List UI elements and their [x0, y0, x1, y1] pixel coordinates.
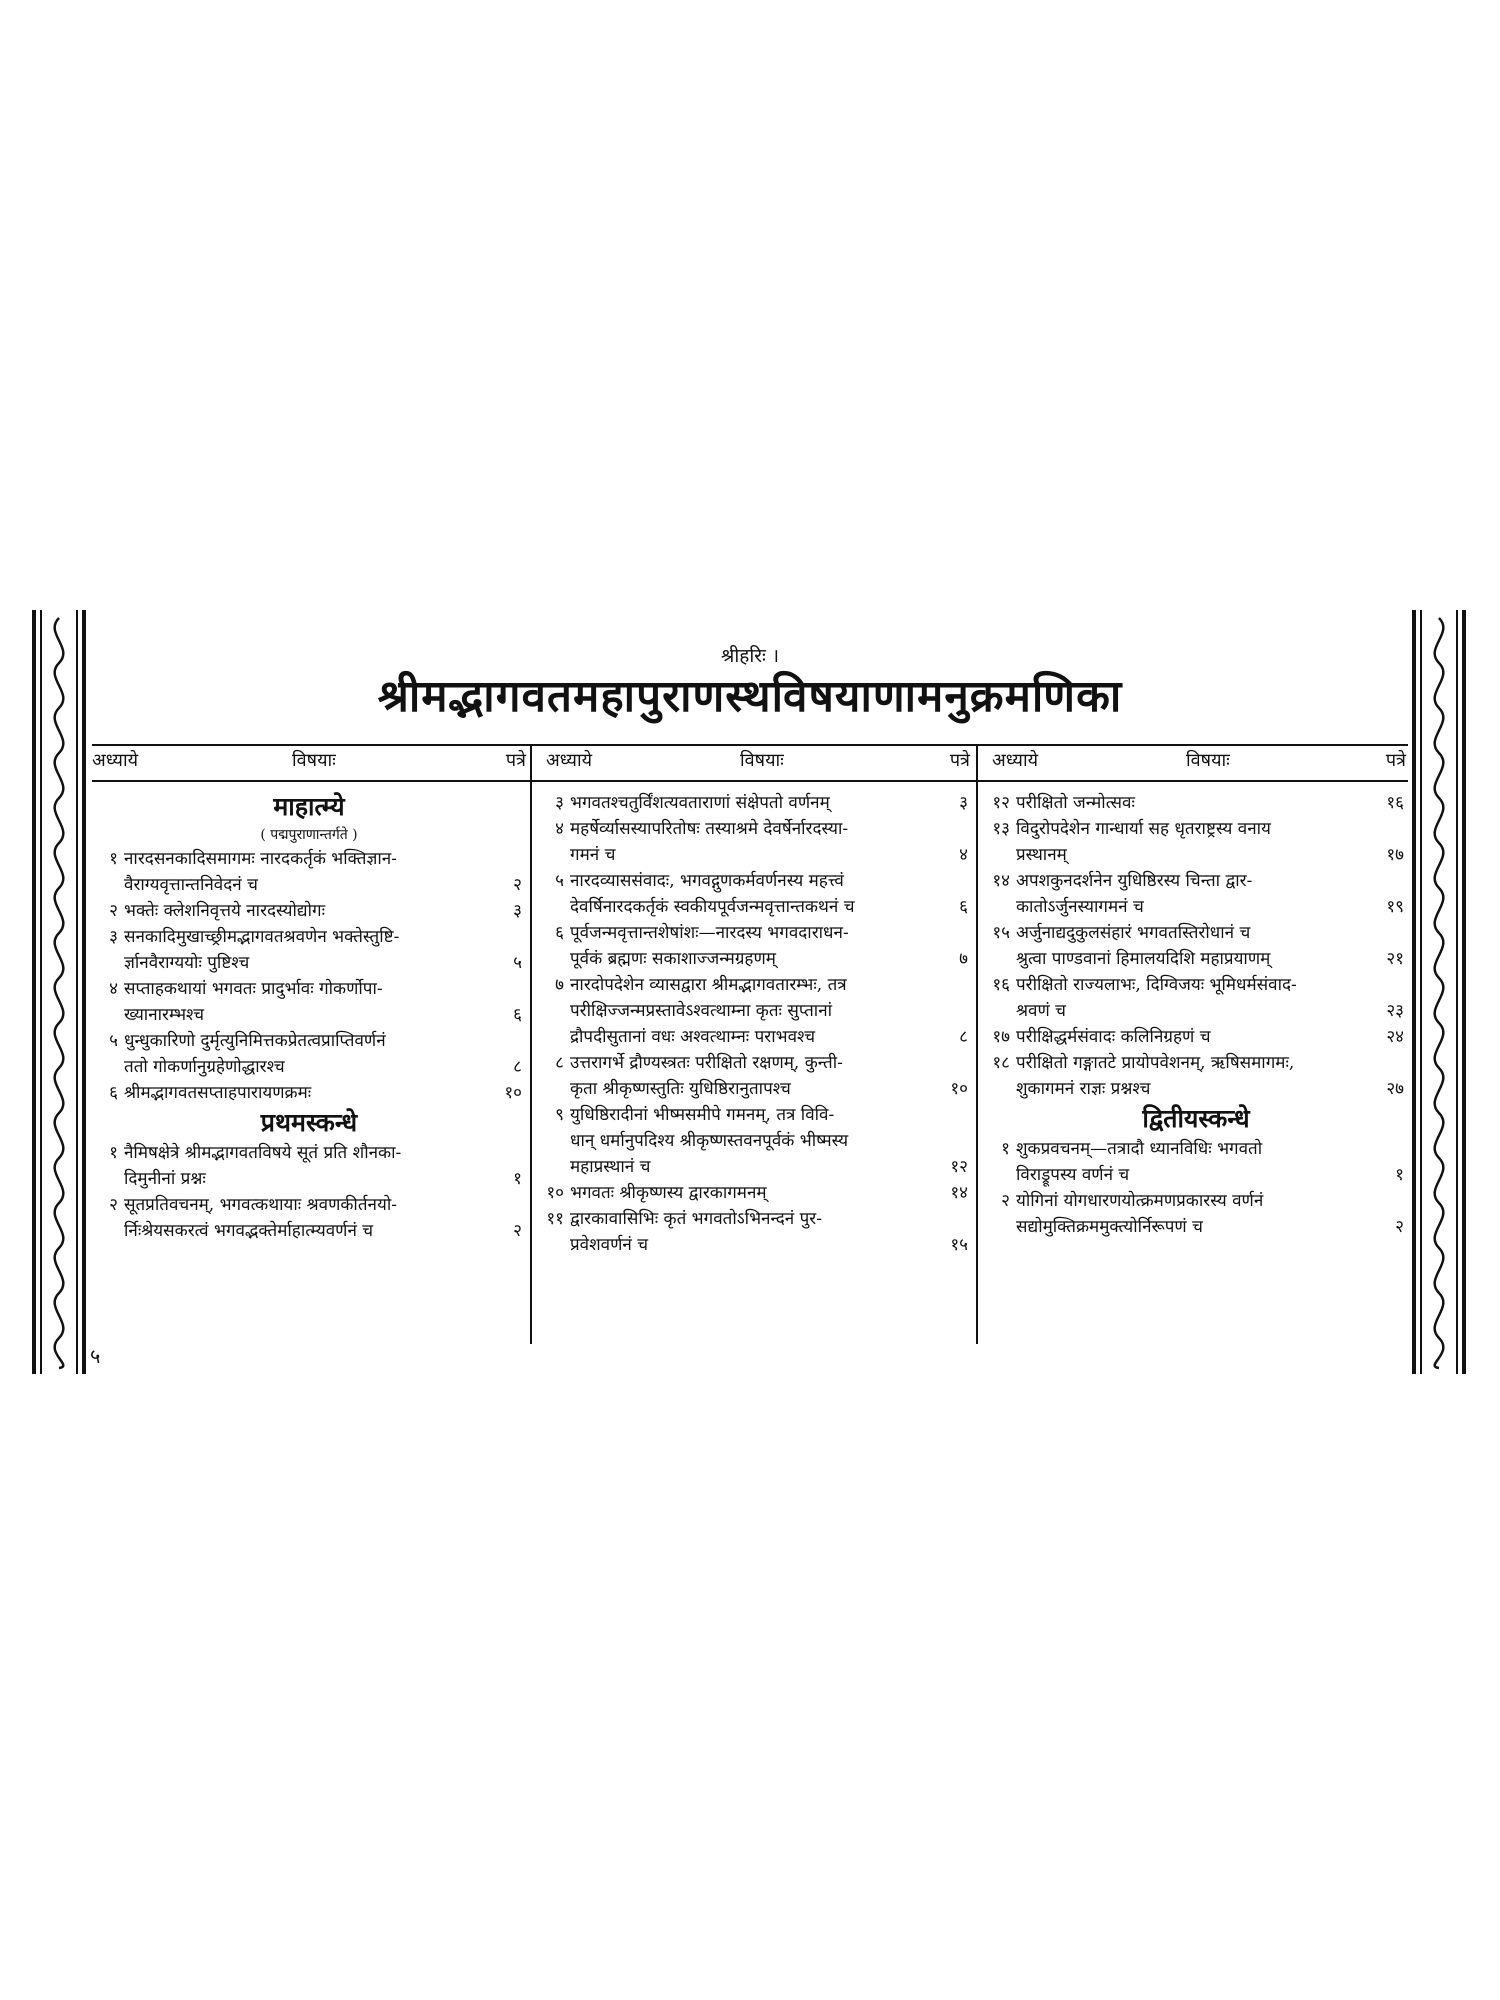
page-ref: १	[1395, 1165, 1404, 1185]
toc-entry	[542, 920, 968, 972]
entry-line	[96, 1028, 522, 1054]
toc-entry	[542, 868, 968, 920]
toc-entry	[988, 816, 1404, 868]
entry-text: उत्तरागर्भे द्रौण्यस्त्रतः परीक्षितो रक्षणम्, कुन्ती-	[570, 1053, 843, 1073]
page-ref: ६	[959, 897, 968, 917]
column-header-3	[986, 748, 1408, 778]
chapter-number: ४	[109, 979, 118, 999]
section-heading: प्रथमस्कन्धे	[260, 1108, 358, 1137]
toc-entry	[96, 1080, 522, 1106]
page-ref: ३	[959, 793, 968, 813]
header-page: पत्रे	[949, 750, 970, 771]
chapter-number: १६	[992, 975, 1010, 995]
toc-entry	[96, 898, 522, 924]
entry-line	[96, 924, 522, 950]
header-rule-top	[92, 744, 1408, 746]
chapter-number: ५	[555, 871, 564, 891]
chapter-number: ६	[555, 923, 564, 943]
entry-line	[96, 846, 522, 872]
entry-text: भक्तेः क्लेशनिवृत्तये नारदस्योद्योगः	[124, 901, 326, 921]
entry-text: भगवतश्चतुर्विंशत्यवताराणां संक्षेपतो वर्णनम्	[570, 793, 830, 813]
entry-text: भगवतः श्रीकृष्णस्य द्वारकागमनम्	[570, 1183, 767, 1203]
entry-text-continued: पूर्वकं ब्रह्मणः सकाशाज्जन्मग्रहणम्	[570, 949, 776, 969]
entry-text-continued: प्रवेशवर्णनं च	[570, 1235, 649, 1255]
toc-entry	[542, 1102, 968, 1180]
chapter-number: ३	[555, 793, 564, 813]
entry-text: सनकादिमुखाच्छ्रीमद्भागवतश्रवणेन भक्तेस्तुष्टि-	[124, 927, 400, 947]
toc-entry	[988, 1050, 1404, 1102]
column-divider	[530, 744, 532, 1344]
page-ref: १०	[504, 1083, 522, 1103]
section-heading: माहात्म्ये	[273, 792, 345, 821]
toc-entry	[542, 1180, 968, 1206]
entry-text-continued: र्निःश्रेयसकरत्वं भगवद्भक्तेर्माहात्म्यवर्णनं च	[124, 1221, 374, 1241]
entry-text-continued: ततो गोकर्णानुग्रहेणोद्धारश्च	[124, 1057, 285, 1077]
entry-line	[542, 1180, 968, 1206]
entry-text-continued: श्रुत्वा पाण्डवानां हिमालयदिशि महाप्रयाणम्	[1016, 949, 1271, 969]
entry-text: नारदसनकादिसमागमः नारदकर्तृकं भक्तिज्ञान-	[124, 849, 397, 869]
chapter-number: १	[109, 849, 118, 869]
header-chapter: अध्याये	[992, 750, 1039, 771]
page-ref: १६	[1386, 793, 1404, 813]
column-header-1	[92, 748, 528, 778]
page-ref: ८	[959, 1027, 968, 1047]
entry-text: शुकप्रवचनम्—तत्रादौ ध्यानविधिः भगवतो	[1016, 1139, 1263, 1159]
entry-text: विदुरोपदेशेन गान्धार्या सह धृतराष्ट्रस्य वनाय	[1016, 819, 1271, 839]
page-ref: १४	[950, 1183, 968, 1203]
toc-entry	[96, 1140, 522, 1192]
entry-text: नारदोपदेशेन व्यासद्वारा श्रीमद्भागवतारम्भः, तत्र	[570, 975, 847, 995]
page-ref: २३	[1386, 1001, 1404, 1021]
header-invocation: श्रीहरिः ।	[720, 645, 780, 667]
chapter-number: ४	[555, 819, 564, 839]
entry-text: अर्जुनाद्यदुकुलसंहारं भगवतस्तिरोधानं च	[1016, 923, 1251, 943]
chapter-number: १	[1001, 1139, 1010, 1159]
entry-text: महर्षेर्व्यासस्यापरितोषः तस्याश्रमे देवर्षेर्नारदस्या-	[570, 819, 849, 839]
entry-line	[988, 868, 1404, 894]
toc-column-3	[988, 790, 1404, 1240]
toc-entry	[542, 816, 968, 868]
entry-line	[542, 868, 968, 894]
toc-entry	[542, 1050, 968, 1102]
entry-text: द्वारकावासिभिः कृतं भगवतोऽभिनन्दनं पुर-	[570, 1209, 822, 1229]
entry-text-continued: ख्यानारम्भश्च	[124, 1005, 205, 1025]
toc-entry	[96, 976, 522, 1028]
toc-column-1	[96, 790, 522, 1244]
entry-line	[988, 1188, 1404, 1214]
entry-text: परीक्षिद्धर्मसंवादः कलिनिग्रहणं च	[1016, 1027, 1211, 1047]
page-ref: २	[1395, 1217, 1404, 1237]
chapter-number: २	[109, 1195, 118, 1215]
entry-text: परीक्षितो गङ्गातटे प्रायोपवेशनम्, ऋषिसमागमः,	[1016, 1053, 1295, 1073]
entry-line	[542, 790, 968, 816]
entry-text: सप्ताहकथायां भगवतः प्रादुर्भावः गोकर्णोपा-	[124, 979, 383, 999]
chapter-number: १४	[992, 871, 1010, 891]
column-header-2	[540, 748, 972, 778]
chapter-number: ११	[546, 1209, 564, 1229]
entry-line	[988, 972, 1404, 998]
page-ref: १	[513, 1169, 522, 1189]
page-ref: २१	[1386, 949, 1404, 969]
entry-line	[96, 1140, 522, 1166]
page-number: ५	[90, 1344, 101, 1368]
entry-text: परीक्षितो राज्यलाभः, दिग्विजयः भूमिधर्मसंवाद-	[1016, 975, 1297, 995]
header-subject: विषयाः	[1186, 750, 1230, 771]
entry-text: पूर्वजन्मवृत्तान्तशेषांशः—नारदस्य भगवदाराधन-	[570, 923, 849, 943]
entry-text: युधिष्ठिरादीनां भीष्मसमीपे गमनम्, तत्र विवि-	[570, 1105, 835, 1125]
toc-entry	[542, 790, 968, 816]
page-ref: ६	[513, 1005, 522, 1025]
toc-entry	[988, 1024, 1404, 1050]
entry-line	[542, 920, 968, 946]
entry-text-continued: देवर्षिनारदकर्तृकं स्वकीयपूर्वजन्मवृत्तान्तकथनं च	[570, 897, 855, 917]
entry-text-continued: दिमुनीनां प्रश्नः	[124, 1169, 206, 1189]
header-subject: विषयाः	[292, 750, 336, 771]
chapter-number: १	[109, 1143, 118, 1163]
entry-text-continued: धान् धर्मानुपदिश्य श्रीकृष्णस्तवनपूर्वकं भीष्मस्य	[570, 1131, 849, 1151]
entry-text-continued: परीक्षिज्जन्मप्रस्तावेऽश्वत्थाम्ना कृतः सुप्तानां	[570, 1001, 833, 1021]
header-chapter: अध्याये	[546, 750, 593, 771]
header-rule-bottom	[92, 780, 1408, 782]
entry-line	[542, 1102, 968, 1128]
entry-line	[542, 1050, 968, 1076]
header-page: पत्रे	[505, 750, 526, 771]
section-subheading: ( पद्मपुराणान्तर्गते )	[260, 827, 358, 843]
entry-line	[542, 816, 968, 842]
entry-line	[96, 1192, 522, 1218]
toc-entry	[988, 972, 1404, 1024]
page-ref: २४	[1386, 1027, 1404, 1047]
entry-line	[988, 1050, 1404, 1076]
chapter-number: ९	[555, 1105, 564, 1125]
chapter-number: १७	[992, 1027, 1010, 1047]
page-ref: १७	[1386, 845, 1404, 865]
entry-line	[988, 816, 1404, 842]
entry-text: नैमिषक्षेत्रे श्रीमद्भागवतविषये सूतं प्रति शौनका-	[124, 1143, 402, 1163]
entry-line	[96, 1080, 522, 1106]
page-ref: १५	[950, 1235, 968, 1255]
entry-text-continued: शुकागमनं राज्ञः प्रश्नश्च	[1016, 1079, 1151, 1099]
page-ref: १०	[950, 1079, 968, 1099]
toc-column-2	[542, 790, 968, 1258]
page-ref: ३	[513, 901, 522, 921]
page-title: श्रीमद्भागवतमहापुराणस्थविषयाणामनुक्रमणिका	[377, 671, 1123, 722]
page-ref: २	[513, 1221, 522, 1241]
chapter-number: १२	[992, 793, 1010, 813]
chapter-number: ३	[109, 927, 118, 947]
toc-entry	[988, 790, 1404, 816]
toc-entry	[542, 1206, 968, 1258]
toc-entry	[988, 920, 1404, 972]
section-heading: द्वितीयस्कन्धे	[1142, 1104, 1250, 1133]
entry-text-continued: र्ज्ञानवैराग्ययोः पुष्टिश्च	[124, 953, 250, 973]
header-subject: विषयाः	[740, 750, 784, 771]
toc-entry	[96, 1192, 522, 1244]
chapter-number: ५	[109, 1031, 118, 1051]
entry-line	[542, 972, 968, 998]
entry-text: नारदव्याससंवादः, भगवद्गुणकर्मवर्णनस्य महत्त्वं	[570, 871, 844, 891]
entry-text: योगिनां योगधारणयोत्क्रमणप्रकारस्य वर्णनं	[1016, 1191, 1264, 1211]
chapter-number: २	[1001, 1191, 1010, 1211]
entry-line	[542, 1206, 968, 1232]
page-ref: २	[513, 875, 522, 895]
entry-text: अपशकुनदर्शनेन युधिष्ठिरस्य चिन्ता द्वार-	[1016, 871, 1253, 891]
page-ref: २७	[1386, 1079, 1404, 1099]
page-ref: ४	[959, 845, 968, 865]
entry-line	[96, 898, 522, 924]
entry-text-continued: महाप्रस्थानं च	[570, 1157, 651, 1177]
chapter-number: ७	[555, 975, 564, 995]
chapter-number: १५	[992, 923, 1010, 943]
entry-text: सूतप्रतिवचनम्, भगवत्कथायाः श्रवणकीर्तनयो-	[124, 1195, 397, 1215]
chapter-number: ६	[109, 1083, 118, 1103]
entry-line	[96, 976, 522, 1002]
entry-line	[988, 1024, 1404, 1050]
entry-text-continued: कृता श्रीकृष्णस्तुतिः युधिष्ठिरानुतापश्च	[570, 1079, 791, 1099]
entry-text-continued: वैराग्यवृत्तान्तनिवेदनं च	[124, 875, 258, 895]
chapter-number: ८	[555, 1053, 564, 1073]
entry-line	[988, 920, 1404, 946]
entry-text-continued: द्रौपदीसुतानां वधः अश्वत्थाम्नः पराभवश्च	[570, 1027, 816, 1047]
page-ref: ५	[513, 953, 522, 973]
entry-text-continued: प्रस्थानम्	[1016, 845, 1067, 865]
entry-text-continued: विराड्रूपस्य वर्णनं च	[1016, 1165, 1130, 1185]
entry-line	[988, 1136, 1404, 1162]
header-chapter: अध्याये	[92, 750, 139, 771]
toc-entry	[988, 1188, 1404, 1240]
entry-text: परीक्षितो जन्मोत्सवः	[1016, 793, 1135, 813]
entry-text-continued: सद्योमुक्तिक्रममुक्त्योर्निरूपणं च	[1016, 1217, 1203, 1237]
chapter-number: १३	[992, 819, 1010, 839]
entry-text-continued: गमनं च	[570, 845, 616, 865]
header-page: पत्रे	[1385, 750, 1406, 771]
toc-entry	[542, 972, 968, 1050]
page-ref: १२	[950, 1157, 968, 1177]
entry-text: धुन्धुकारिणो दुर्मृत्युनिमित्तकप्रेतत्वप्राप्तिवर्णनं	[124, 1031, 386, 1051]
toc-entry	[988, 1136, 1404, 1188]
page-ref: १९	[1386, 897, 1404, 917]
chapter-number: १०	[546, 1183, 564, 1203]
toc-entry	[96, 846, 522, 898]
toc-entry	[96, 924, 522, 976]
entry-text-continued: श्रवणं च	[1016, 1001, 1066, 1021]
column-divider	[976, 744, 978, 1344]
page-ref: ७	[959, 949, 968, 969]
toc-entry	[988, 868, 1404, 920]
entry-text: श्रीमद्भागवतसप्ताहपारायणक्रमः	[124, 1083, 312, 1103]
column-divider	[92, 1344, 1408, 1345]
chapter-number: २	[109, 901, 118, 921]
page-ref: ८	[513, 1057, 522, 1077]
toc-entry	[96, 1028, 522, 1080]
entry-text-continued: कातोऽर्जुनस्यागमनं च	[1016, 897, 1144, 917]
chapter-number: १८	[992, 1053, 1010, 1073]
entry-line	[988, 790, 1404, 816]
